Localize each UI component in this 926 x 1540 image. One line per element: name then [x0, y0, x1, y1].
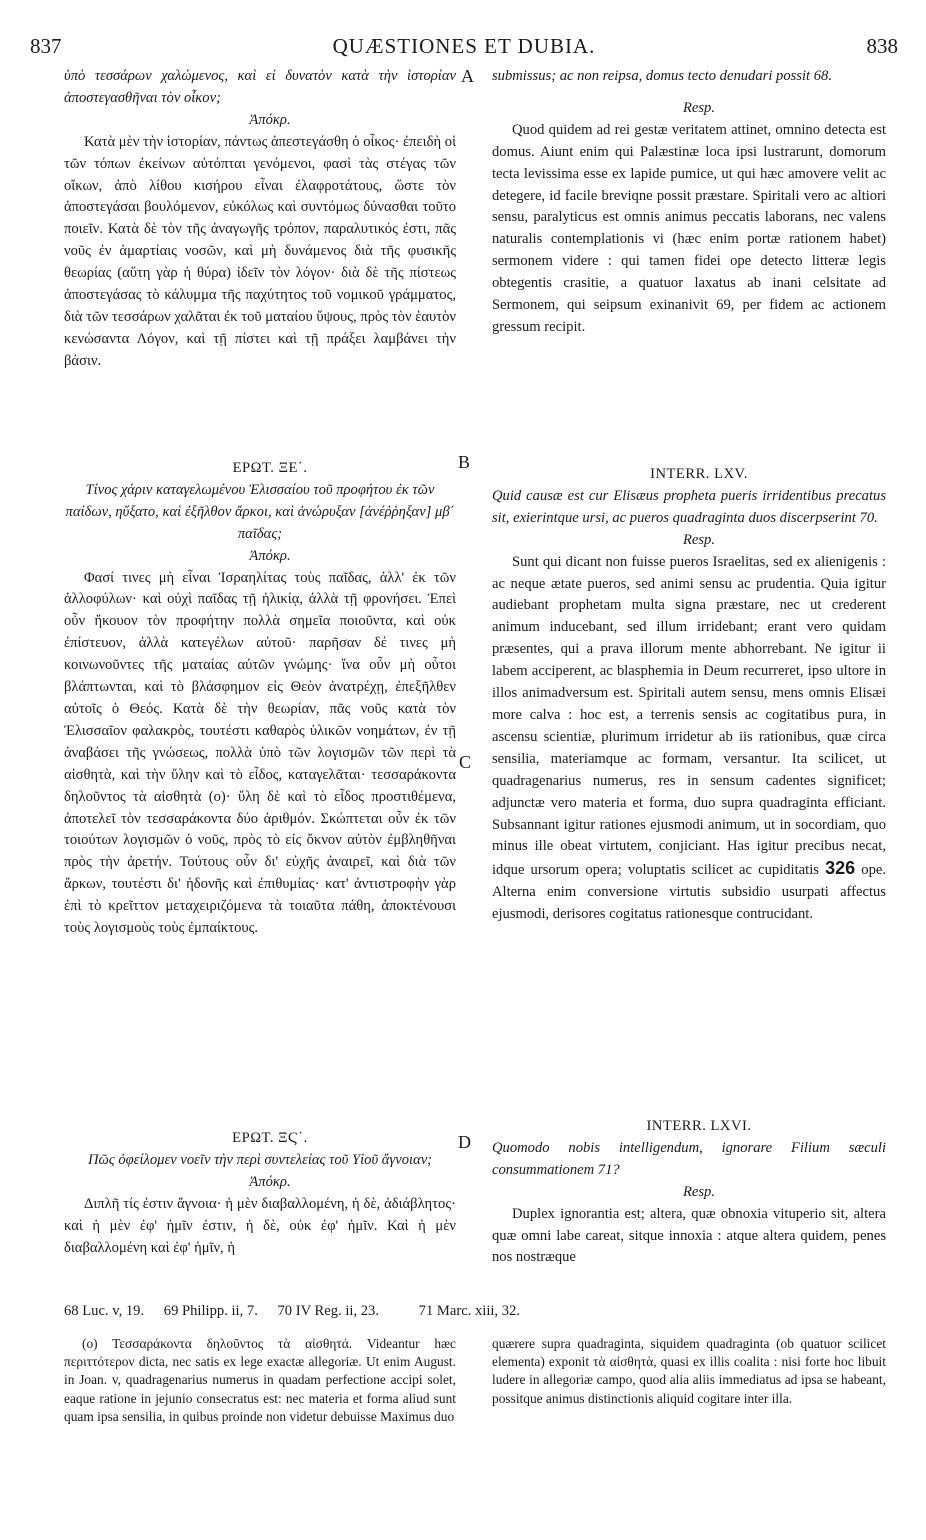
latin-question-65: Quid causæ est cur Elisæus propheta pueris irridentibus precatus sit, exierintque ursi, ac pueros quadraginta duos discerpserint 70.	[492, 487, 886, 526]
greek-question-65: Τίνος χάριν καταγελωμένου Ἐλισσαίου τοῦ προφήτου ἐκ τῶν παίδων, ηὔξατο, καὶ ἐξῆλθον ἄρκοι, καὶ ἀνώρυξαν [ἀνέῤῥηξαν] μβ΄ παῖδας;	[65, 481, 455, 542]
editorial-note-right	[492, 1335, 886, 1408]
greek-response-label-65: Ἀπόκρ.	[249, 547, 291, 564]
latin-answer-65-part1: Sunt qui dicant non fuisse pueros Israelitas, sed ex alienigenis : ac neque ætate pueros, sed animi sensu ac prudentia. Quia igitur audiebant prophetam multa signa præstare, nec ut crederent animum inducebant, sed illum irridebant; erant vero quidam præsentes, qui a prava illorum mente abhorrebant. Ne igitur ii labem acciperent, ac blasphemia in Deum recurreret, ipso ultore in illos animadversum est. Spiritali autem sensu, mens omnis Elisæi more calva : hoc est, a terrenis sensis ac cogitatibus pura, in ascensu scientiæ, plurimum irridetur ab iis rationibus, quæ circa sensilia, materiamque ac formam, versantur. Ita scilicet, ut quadragenarius numerus, res in sensum cadentes significet; adjunctæ vero materia et forma, duo supra quadraginta efficiant. Subsannant igitur rationes ejusmodi animum, ut in socordiam, quo minus ille obeat virtutem, conjiciant. Has igitur precibus necat, idque ursorum opera; voluptatis scilicet ac cupiditatis	[492, 553, 886, 879]
greek-answer-66: Διπλῆ τίς ἐστιν ἄγνοια· ἡ μὲν διαβαλλομένη, ἡ δὲ, ἀδιάβλητος· καὶ ἡ μὲν ἐφ' ἡμῖν ἐστιν, ἡ δὲ, οὐκ ἐφ' ἡμῖν. Καὶ ἡ μὲν διαβαλλομένη καὶ ἐφ' ἡμῖν, ἡ	[64, 1195, 456, 1256]
latin-answer-text: Quod quidem ad rei gestæ veritatem attinet, omnino detecta est domus. Aiunt enim qui Palæstinæ loca ipsi lustrarunt, domorum tecta levissima esse ex lapide pumice, ut qui hæc amovere velit ac detegere, id facile breviqne possit præstare. Spiritali vero ac altiori sensu, paralyticus est omnis animus peccatis laborans, nec valens naturalis contemplationis vi (hæc enim portæ rationem habet) sermonem videre : qui tamen fidei ope detecto litteræ legis obtegentis crasitie, a quatuor laxatus ab inani celsitate ad Sermonem, qui seipsum exinanivit 69, per fidem ac actionem gressum recipit.	[492, 121, 886, 335]
greek-question-end: ὑπὸ τεσσάρων χαλώμενος, καὶ εἰ δυνατὸν κατὰ τὴν ἱστορίαν ἀποστεγασθῆναι τὸν οἶκον;	[64, 68, 456, 106]
footnote-68: 68 Luc. v, 19.	[64, 1303, 145, 1319]
footnote-71: 71 Marc. xiii, 32.	[418, 1303, 520, 1319]
latin-question-heading-66: INTERR. LXVI.	[646, 1118, 752, 1134]
latin-answer-66: Duplex ignorantia est; altera, quæ obnoxia vituperio sit, altera quæ omni labe careat, sitque innoxia : atque altera quidem, penes nos nostræque	[492, 1205, 886, 1266]
right-page-number: 838	[866, 34, 898, 58]
greek-question-heading-65: ΕΡΩΤ. ΞΕ΄.	[232, 460, 308, 476]
left-page-number: 837	[30, 34, 62, 58]
latin-question-66: Quomodo nobis intelligendum, ignorare Filium sæculi consummationem 71?	[492, 1139, 886, 1178]
greek-answer-text: Κατὰ μὲν τὴν ἱστορίαν, πάντως ἀπεστεγάσθη ὁ οἶκος· ἐπειδὴ οἱ τῶν τόπων ἐκείνων αὐτόπται γενόμενοι, φασὶ τὰς στέγας τῶν οἴκων, ἀπὸ λίθου κισήρου εἶναι ἐλαφροτάτους, ὥστε τὸν ἀποστεγάσαι βουλόμενον, εὐκόλως καὶ συντόμως δύνασθαι τοῦτο ποιεῖν. Κατὰ δὲ τὸν τῆς ἀναγωγῆς τρόπον, παραλυτικός ἐστι, πᾶς νοῦς ἐν ἁμαρτίαις νοσῶν, καὶ μὴ δυνάμενος διὰ τῆς φυσικῆς θεωρίας (αὕτη γὰρ ἡ θύρα) ἰδεῖν τὸν λόγον· διὰ δὲ τῆς πίστεως ἀποστεγάσας τὸ κάλυμμα τῆς παχύτητος τοῦ νομικοῦ γράμματος, διὰ τῶν τεσσάρων χαλᾶται ἐκ τοῦ ματαίου ὕψους, πρὸς τὸν ἑαυτὸν κενώσαντα Λόγον, καὶ τῇ πίστει καὶ τῇ πράξει λαμβάνει τὴν βάσιν.	[64, 133, 456, 369]
editorial-note-left	[64, 1335, 456, 1426]
latin-response-label-65: Resp.	[682, 531, 716, 548]
greek-response-label-66: Ἀπόκρ.	[249, 1173, 291, 1190]
margin-marker-a: A	[461, 66, 474, 86]
latin-response-label: Resp.	[682, 99, 716, 116]
edition-page-number: 326	[825, 858, 856, 879]
editorial-note-text-right: quærere supra quadraginta, siquidem quadraginta (ob quatuor scilicet elementa) exponit τὰ αἰσθητὰ, quasi ex illis coalita : nisi forte hoc libuit ludere in allegoriæ campo, quod alia aliis immediatus ad ipsa se habeant, possitque animus distinctionis aliquid cogitare inter illa.	[492, 1336, 886, 1406]
margin-marker-b: B	[458, 452, 471, 472]
greek-question-heading-66: ΕΡΩΤ. ΞϚ΄.	[232, 1130, 308, 1146]
latin-answer-65	[492, 552, 886, 926]
latin-answer-65-part2: ope. Alterna enim conversione virtutis subsidio usurpati affectus ejusmodi, derisores cogitatus rationesque contrucidant.	[492, 862, 886, 923]
page-header	[30, 34, 898, 60]
latin-response-label-66: Resp.	[682, 1183, 716, 1200]
scripture-footnotes	[64, 1303, 886, 1320]
margin-marker-c: C	[459, 752, 472, 772]
footnote-69: 69 Philipp. ii, 7.	[163, 1303, 258, 1319]
greek-response-label: Ἀπόκρ.	[249, 111, 291, 128]
footnote-70: 70 IV Reg. ii, 23.	[277, 1303, 379, 1319]
running-title: QUÆSTIONES ET DUBIA.	[332, 34, 596, 58]
greek-question-66: Πῶς ὀφείλομεν νοεῖν τὴν περὶ συντελείας τοῦ Υἱοῦ ἄγνοιαν;	[87, 1151, 433, 1168]
latin-question-heading-65: INTERR. LXV.	[650, 466, 748, 482]
editorial-note-text-left: (ο) Τεσσαράκοντα δηλοῦντος τὰ αἰσθητά. Videantur hæc περιττότερον dicta, nec satis ex lege exactæ allegoriæ. Ut enim August. in Joan. v, quadragenarius numerus in quadam perfectione accipi solet, eaque ratione in jejunio consecratus est: nec materia et forma aliud sunt quam ipsa sensilia, in quibus proinde non videtur debuisse Maximus duo	[64, 1336, 456, 1424]
margin-marker-d: D	[458, 1132, 471, 1152]
latin-question-end: submissus; ac non reipsa, domus tecto denudari possit 68.	[492, 68, 832, 84]
greek-answer-65: Φασί τινες μὴ εἶναι Ἰσραηλίτας τοὺς παῖδας, ἀλλ' ἐκ τῶν ἀλλοφύλων· καὶ οὐχὶ παῖδας τῇ ἡλικίᾳ, ἀλλὰ τῇ φρονήσει. Ἐπεὶ οὖν ἤκουον τὸν προφήτην πολλὰ σημεῖα ποιοῦντα, καὶ οὐκ ἐπίστευον, ἀλλὰ κατεγέλων αὐτοῦ· παρῆσαν δέ τινες μὴ κοινωνοῦντες τῆς ματαίας αὐτῶν γνώμης· ἵνα οὖν μὴ οὗτοι βλάπτωνται, καὶ τὸ βλάσφημον εἰς Θεὸν ἀνατρέχῃ, ἐπεξῆλθεν αὐτοῖς ὁ Θεός. Κατὰ δὲ τὴν θεωρίαν, πᾶς νοῦς κατὰ τὸν Ἐλισσαῖον φαλακρὸς, τουτέστι καθαρὸς ὑλικῶν νοημάτων, ἐν τῇ ἀναβάσει τῆς γνώσεως, πολλὰ ὑπὸ τῶν λογισμῶν τῶν περὶ τὰ αἰσθητὰ, καὶ τὴν ὕλην καὶ τὸ εἶδος, καταγελᾶται· τεσσαράκοντα δηλοῦντος τὰ αἰσθητὰ (ο)· ὕλη δὲ καὶ τὸ εἶδος προστιθέμενα, ἀποτελεῖ τὸν τεσσαράκοντα δύο ἀριθμόν. Σκώπτεται οὖν ἐκ τῶν τοιούτων λογισμῶν ὁ νοῦς, πρὸς τὸ εἰς ὄκνον αὐτὸν ἐμβληθῆναι πρὸς τὴν ἀρετήν. Τούτους οὖν δι' εὐχῆς ἀναιρεῖ, καὶ διὰ τῶν ἄρκων, τουτέστι δι' ἡδονῆς καὶ ἐπιθυμίας· κατ' ἀντιστροφὴν γὰρ ἐπὶ τὸ κρεῖττον μεταχειριζόμενα τὰ τοιαῦτα πάθη, ἀποκτένουσι τοὺς λογισμοὺς τοὺς ἐμπαίκτους.	[64, 569, 456, 937]
